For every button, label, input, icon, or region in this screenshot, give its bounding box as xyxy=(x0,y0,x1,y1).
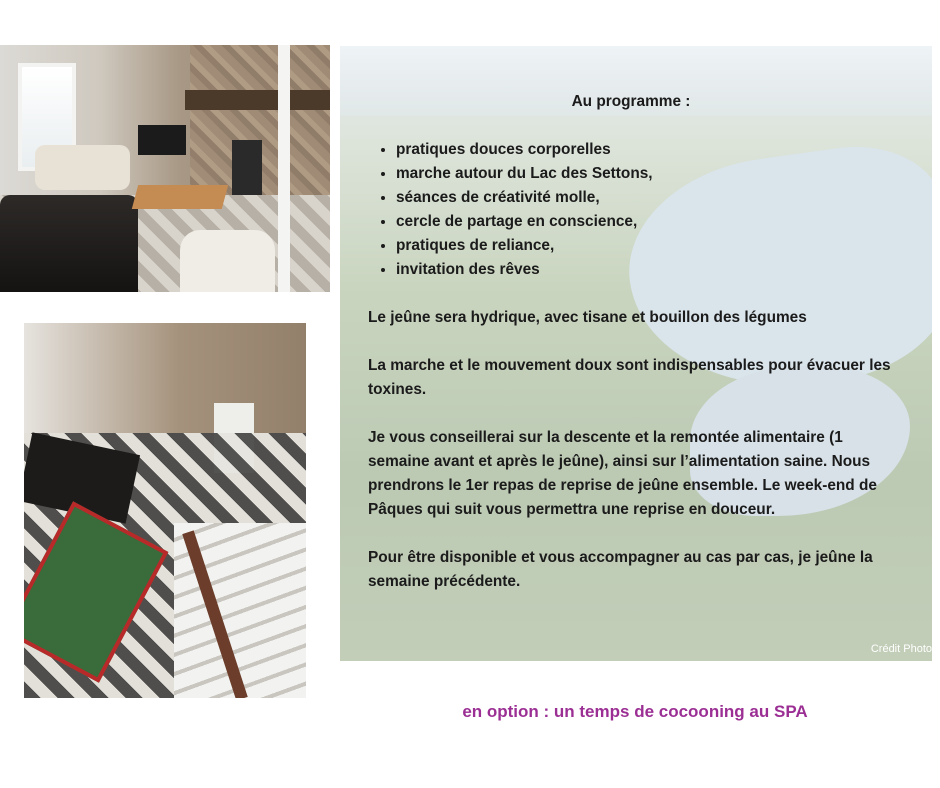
programme-text xyxy=(368,90,898,618)
spa-option-text: en option : un temps de cocooning au SPA xyxy=(462,702,808,721)
room-overhead-photo xyxy=(24,323,306,698)
living-room-photo xyxy=(0,45,330,292)
list-item: • marche autour du Lac des Settons, xyxy=(396,162,898,186)
photo-credit: Crédit Photo xyxy=(870,643,932,655)
list-item: • séances de créativité molle, xyxy=(396,186,898,210)
list-item: • pratiques douces corporelles xyxy=(396,138,898,162)
paragraph-diet: Je vous conseillerai sur la descente et la remontée alimentaire (1 semaine avant et après le jeûne), ainsi sur l’alimentation saine. Nous prendrons le 1er repas de reprise de jeûne ensemble. Le week-end de Pâques qui suit vous permettra une reprise en douceur. xyxy=(368,429,877,518)
paragraph-availability: Pour être disponible et vous accompagner au cas par cas, je jeûne la semaine précédente. xyxy=(368,549,873,590)
paragraph-fasting: Le jeûne sera hydrique, avec tisane et bouillon des légumes xyxy=(368,309,807,326)
list-item: • invitation des rêves xyxy=(396,258,898,282)
paragraph-walking: La marche et le mouvement doux sont indispensables pour évacuer les toxines. xyxy=(368,357,891,398)
programme-heading: Au programme : xyxy=(571,93,691,110)
programme-list xyxy=(368,138,898,282)
list-item: • pratiques de reliance, xyxy=(396,234,898,258)
list-item: • cercle de partage en conscience, xyxy=(396,210,898,234)
